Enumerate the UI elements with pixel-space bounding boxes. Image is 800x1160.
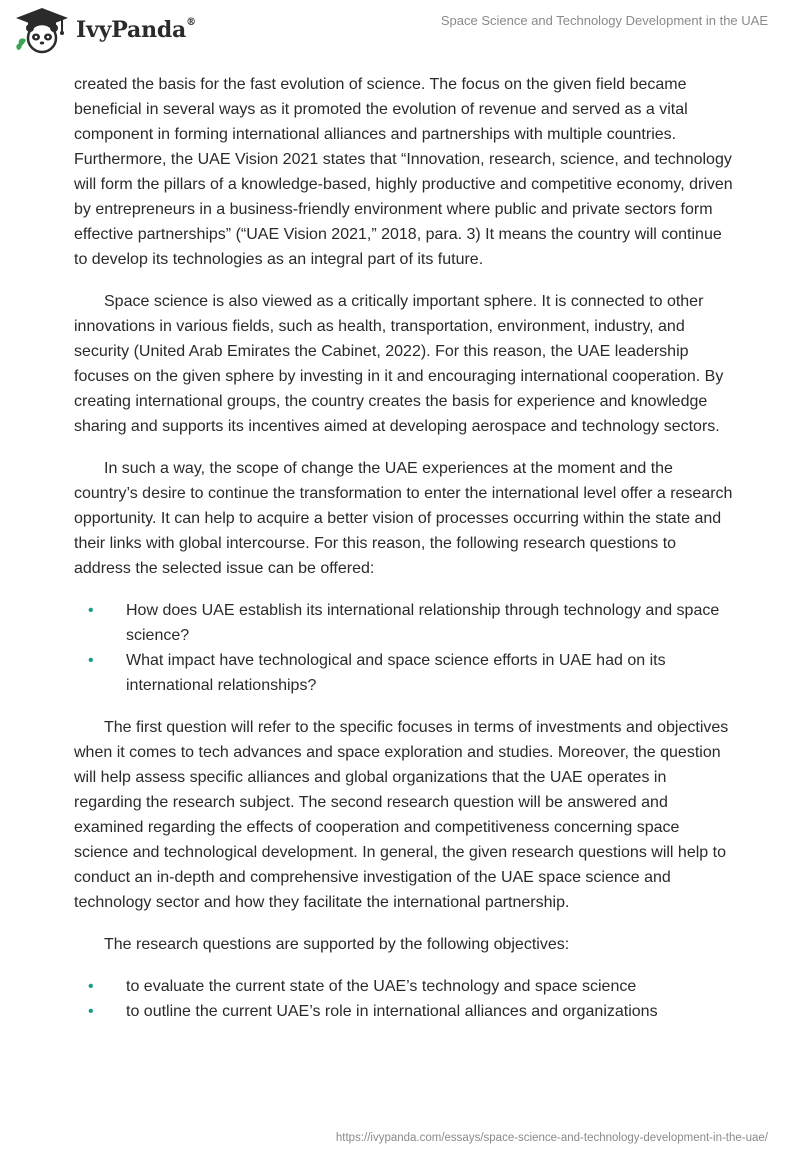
bullet-dot-icon: • — [88, 602, 94, 619]
paragraph-1: created the basis for the fast evolution of science. The focus on the given field became beneficial in several ways as it promoted the evolution of revenue and served as a vital component in forming international alliances and partnerships with multiple countries. Furthermore, the UAE Vision 2021 states that “Innovation, research, science, and technology will form the pillars of a knowledge-based, highly productive and competitive economy, driven by entrepreneurs in a business-friendly environment where public and private sectors form effective partnerships” (“UAE Vision 2021,” 2018, para. 3) It means the country will continue to develop its technologies as an integral part of its future. — [74, 76, 733, 268]
paragraph-4: The first question will refer to the specific focuses in terms of investments and objectives when it comes to tech advances and space exploration and studies. Moreover, the question will help assess specific alliances and global organizations that the UAE operates in regarding the research subject. The second research question will be answered and examined regarding the effects of cooperation and competitiveness concerning space science and technological development. In general, the given research questions will help to conduct an in-depth and comprehensive investigation of the UAE space science and technology sector and how they facilitate the international partnership. — [74, 719, 729, 911]
document-title: Space Science and Technology Development in the UAE — [440, 13, 768, 28]
bullet-dot-icon: • — [88, 978, 94, 995]
list-item — [74, 648, 734, 698]
panda-graduation-cap-icon — [14, 6, 70, 54]
question-1: How does UAE establish its international relationship through technology and space science? — [126, 602, 720, 644]
page-header — [0, 0, 800, 62]
research-questions-list — [74, 598, 734, 698]
list-item — [74, 999, 734, 1024]
paragraph-3: In such a way, the scope of change the UAE experiences at the moment and the country’s desire to continue the transformation to enter the international level offer a research opportunity. It can help to acquire a better vision of processes occurring within the state and their links with global intercourse. For this reason, the following research questions to address the selected issue can be offered: — [74, 460, 733, 577]
list-item — [74, 974, 734, 999]
source-url[interactable]: https://ivypanda.com/essays/space-science-and-technology-development-in-the-uae/ — [335, 1132, 768, 1144]
essay-body — [74, 72, 734, 1041]
objectives-list — [74, 974, 734, 1024]
brand-name: IvyPanda® — [76, 16, 196, 43]
objective-1: to evaluate the current state of the UAE’s technology and space science — [126, 978, 637, 995]
ivypanda-logo[interactable] — [14, 6, 196, 54]
objective-2: to outline the current UAE’s role in international alliances and organizations — [126, 1003, 658, 1020]
paragraph-5: The research questions are supported by the following objectives: — [104, 936, 570, 953]
bullet-dot-icon: • — [88, 652, 94, 669]
list-item — [74, 598, 734, 648]
paragraph-2: Space science is also viewed as a critically important sphere. It is connected to other innovations in various fields, such as health, transportation, environment, industry, and security (United Arab Emirates the Cabinet, 2022). For this reason, the UAE leadership focuses on the given sphere by investing in it and encouraging international cooperation. By creating international groups, the country creates the basis for experience and knowledge sharing and supports its incentives aimed at developing aerospace and technology sectors. — [74, 293, 724, 435]
question-2: What impact have technological and space science efforts in UAE had on its international relationships? — [126, 652, 666, 694]
bullet-dot-icon: • — [88, 1003, 94, 1020]
